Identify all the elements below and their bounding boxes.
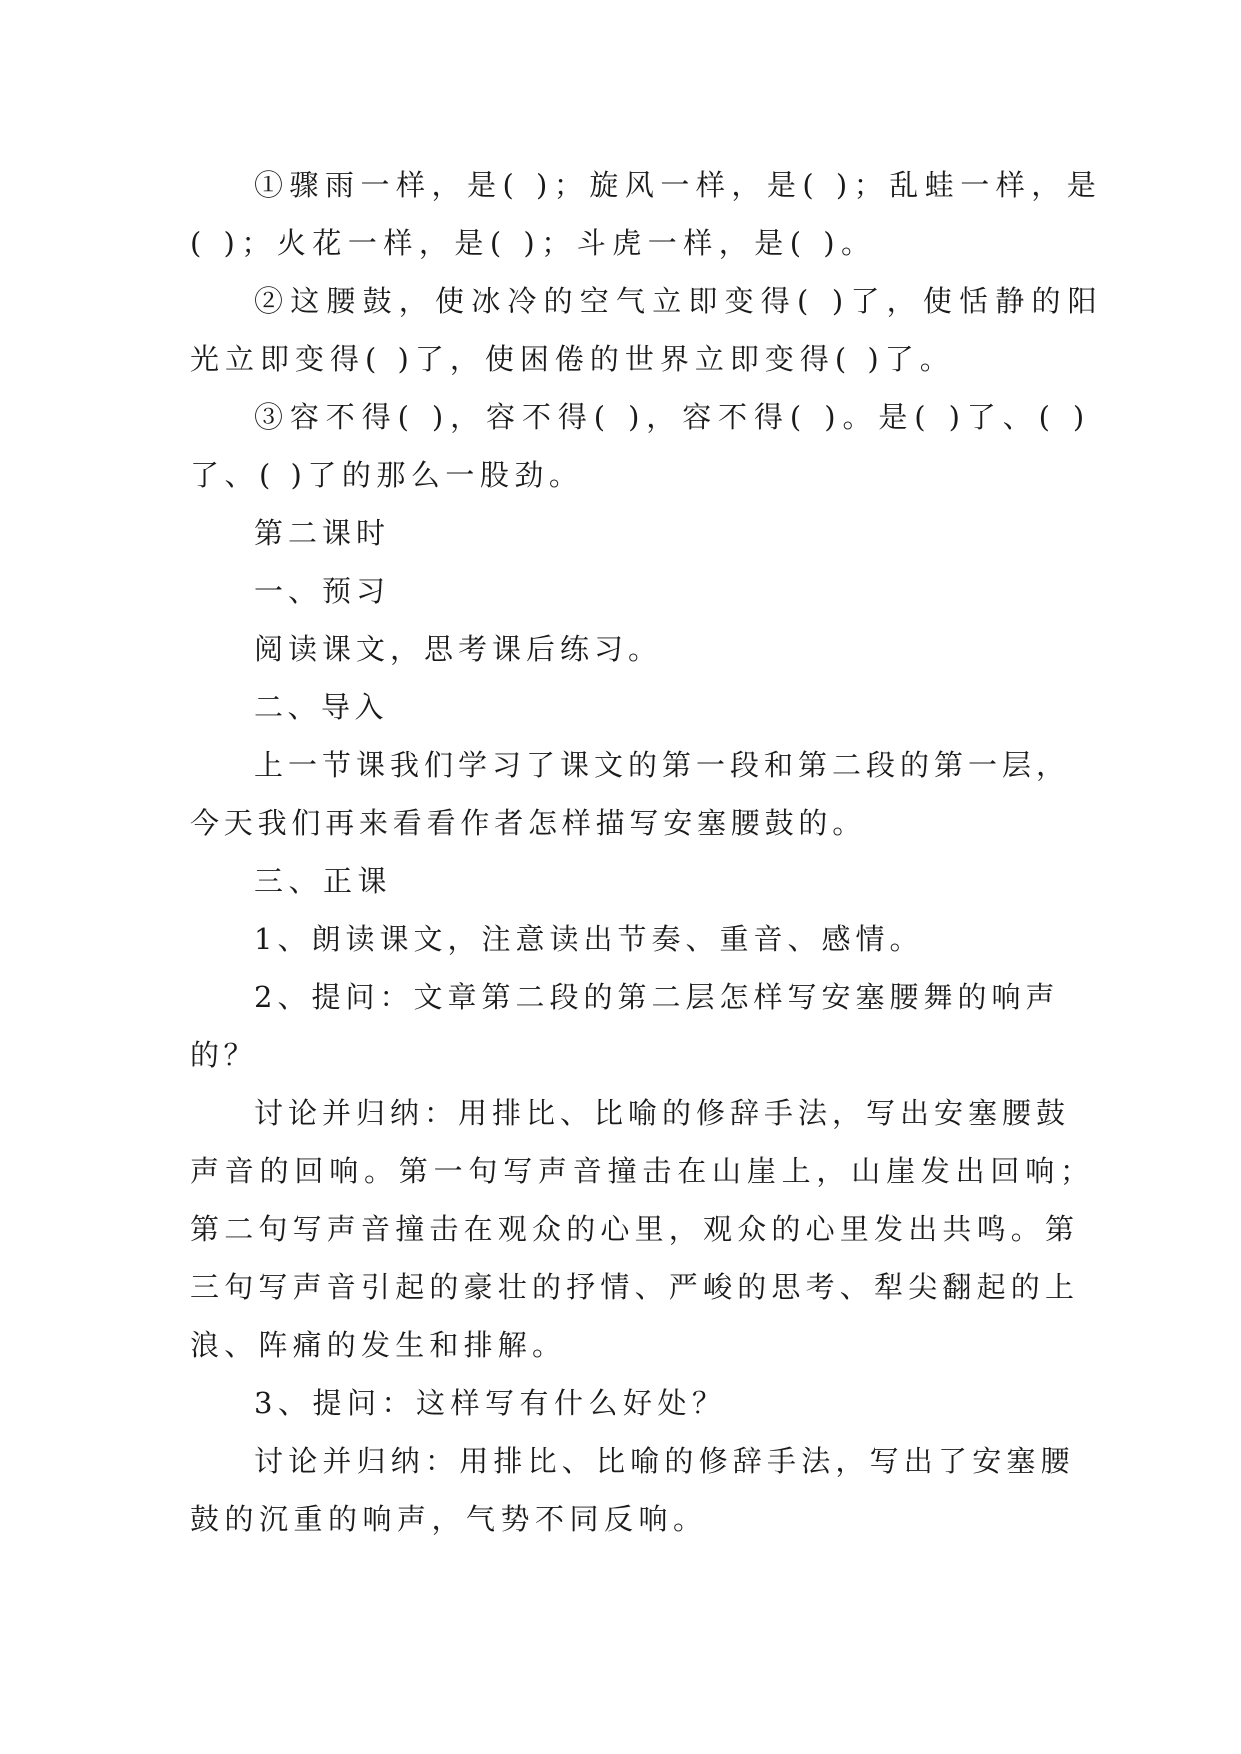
text-line: 2、提问：文章第二段的第二层怎样写安塞腰舞的响声 bbox=[254, 980, 1060, 1014]
text-line: ②这腰鼓，使冰冷的空气立即变得( )了，使恬静的阳 bbox=[254, 284, 1104, 318]
text-line: 浪、阵痛的发生和排解。 bbox=[190, 1328, 567, 1362]
text-line: 3、提问：这样写有什么好处？ bbox=[254, 1386, 727, 1420]
text-line: 讨论并归纳：用排比、比喻的修辞手法，写出了安塞腰 bbox=[254, 1444, 1075, 1478]
text-line: 今天我们再来看看作者怎样描写安塞腰鼓的。 bbox=[190, 806, 867, 840]
section-heading: 二、导入 bbox=[254, 690, 389, 724]
section-heading: 第二课时 bbox=[254, 516, 391, 550]
text-line: 声音的回响。第一句写声音撞击在山崖上，山崖发出回响； bbox=[190, 1154, 1095, 1188]
text-line: 第二句写声音撞击在观众的心里，观众的心里发出共鸣。第 bbox=[190, 1212, 1080, 1246]
section-heading: 一、预习 bbox=[254, 574, 391, 608]
text-line: 1、朗读课文，注意读出节奏、重音、感情。 bbox=[254, 922, 924, 956]
text-line: 上一节课我们学习了课文的第一段和第二段的第一层， bbox=[254, 748, 1071, 782]
text-line: ( )；火花一样，是( )；斗虎一样，是( )。 bbox=[190, 226, 877, 260]
text-line: 讨论并归纳：用排比、比喻的修辞手法，写出安塞腰鼓 bbox=[254, 1096, 1071, 1130]
section-heading: 三、正课 bbox=[254, 864, 393, 898]
text-line: 阅读课文，思考课后练习。 bbox=[254, 632, 663, 666]
text-line: ③容不得( )，容不得( )，容不得( )。是( )了、( ) bbox=[254, 400, 1092, 434]
text-line: 了、( )了的那么一股劲。 bbox=[190, 458, 584, 492]
text-line: ①骤雨一样，是( )；旋风一样，是( )；乱蛙一样，是 bbox=[254, 168, 1103, 202]
text-line: 光立即变得( )了，使困倦的世界立即变得( )了。 bbox=[190, 342, 955, 376]
text-line: 鼓的沉重的响声，气势不同反响。 bbox=[190, 1502, 708, 1536]
text-line: 的？ bbox=[190, 1038, 258, 1072]
text-line: 三句写声音引起的豪壮的抒情、严峻的思考、犁尖翻起的上 bbox=[190, 1270, 1080, 1304]
